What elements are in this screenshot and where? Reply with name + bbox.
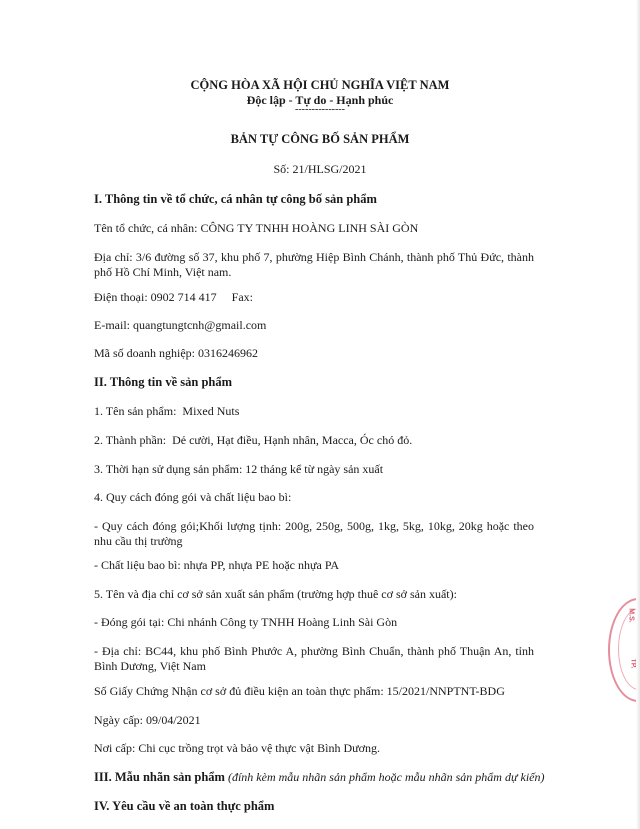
org-name: Tên tổ chức, cá nhân: CÔNG TY TNHH HOÀNG LINH SÀI GÒN [94,221,419,235]
product-name: 1. Tên sản phẩm: Mixed Nuts [94,404,240,418]
food-safety-certificate: Số Giấy Chứng Nhận cơ sở đủ điều kiện an toàn thực phẩm: 15/2021/NNPTNT-BDG [94,684,505,698]
document-number: Số: 21/HLSG/2021 [273,162,367,176]
section3-note: (đính kèm mẫu nhãn sản phẩm hoặc mẫu nhãn sản phẩm dự kiến) [227,770,545,784]
country-header: CỘNG HÒA XÃ HỘI CHỦ NGHĨA VIỆT NAM [190,78,450,92]
org-email: E-mail: quangtungtcnh@gmail.com [94,318,267,332]
certificate-issue-place: Nơi cấp: Chi cục trồng trọt và bảo vệ thực vật Bình Dương. [94,741,380,755]
packaging-spec: - Quy cách đóng gói;Khối lượng tịnh: 200g, 250g, 500g, 1kg, 5kg, 10kg, 20kg hoặc theo nhu cầu thị trường [94,519,534,548]
section1-heading: I. Thông tin về tổ chức, cá nhân tự công bố sản phẩm [94,192,377,206]
product-ingredients: 2. Thành phần: Dẻ cười, Hạt điều, Hạnh nhân, Macca, Óc chó đỏ. [94,433,413,447]
motto: Độc lập - Tự do - Hạnh phúc [246,93,394,107]
packaging-material: - Chất liệu bao bì: nhựa PP, nhựa PE hoặc nhựa PA [94,558,340,572]
stamp-text-top: M.S. [627,608,635,623]
page-edge-shadow [636,0,640,829]
org-tax-code: Mã số doanh nghiệp: 0316246962 [94,346,258,360]
certificate-issue-date: Ngày cấp: 09/04/2021 [94,713,201,727]
producer-heading: 5. Tên và địa chỉ cơ sở sản xuất sản phẩm (trường hợp thuê cơ sở sản xuất): [94,587,457,601]
packaging-heading: 4. Quy cách đóng gói và chất liệu bao bì: [94,490,292,504]
document-title: BẢN TỰ CÔNG BỐ SẢN PHẨM [230,132,410,146]
section4-heading: IV. Yêu cầu về an toàn thực phẩm [94,799,275,813]
section3-heading: III. Mẫu nhãn sản phẩm [94,770,225,784]
header-divider: --------------- [295,104,345,115]
section3-line [94,770,544,785]
org-address: Địa chỉ: 3/6 đường số 37, khu phố 7, phường Hiệp Bình Chánh, thành phố Thủ Đức, thành phố Hồ Chí Minh, Việt nam. [94,250,534,279]
stamp-text-bottom: TP. [629,658,637,669]
org-phone: Điện thoại: 0902 714 417 Fax: [94,290,253,304]
product-shelf-life: 3. Thời hạn sử dụng sản phẩm: 12 tháng kể từ ngày sản xuất [94,462,384,476]
section2-heading: II. Thông tin về sản phẩm [94,375,233,389]
producer-address: - Địa chỉ: BC44, khu phố Bình Phước A, phường Bình Chuẩn, thành phố Thuận An, tỉnh Bình Dương, Việt Nam [94,644,534,673]
packed-at: - Đóng gói tại: Chi nhánh Công ty TNHH Hoàng Linh Sài Gòn [94,615,398,629]
